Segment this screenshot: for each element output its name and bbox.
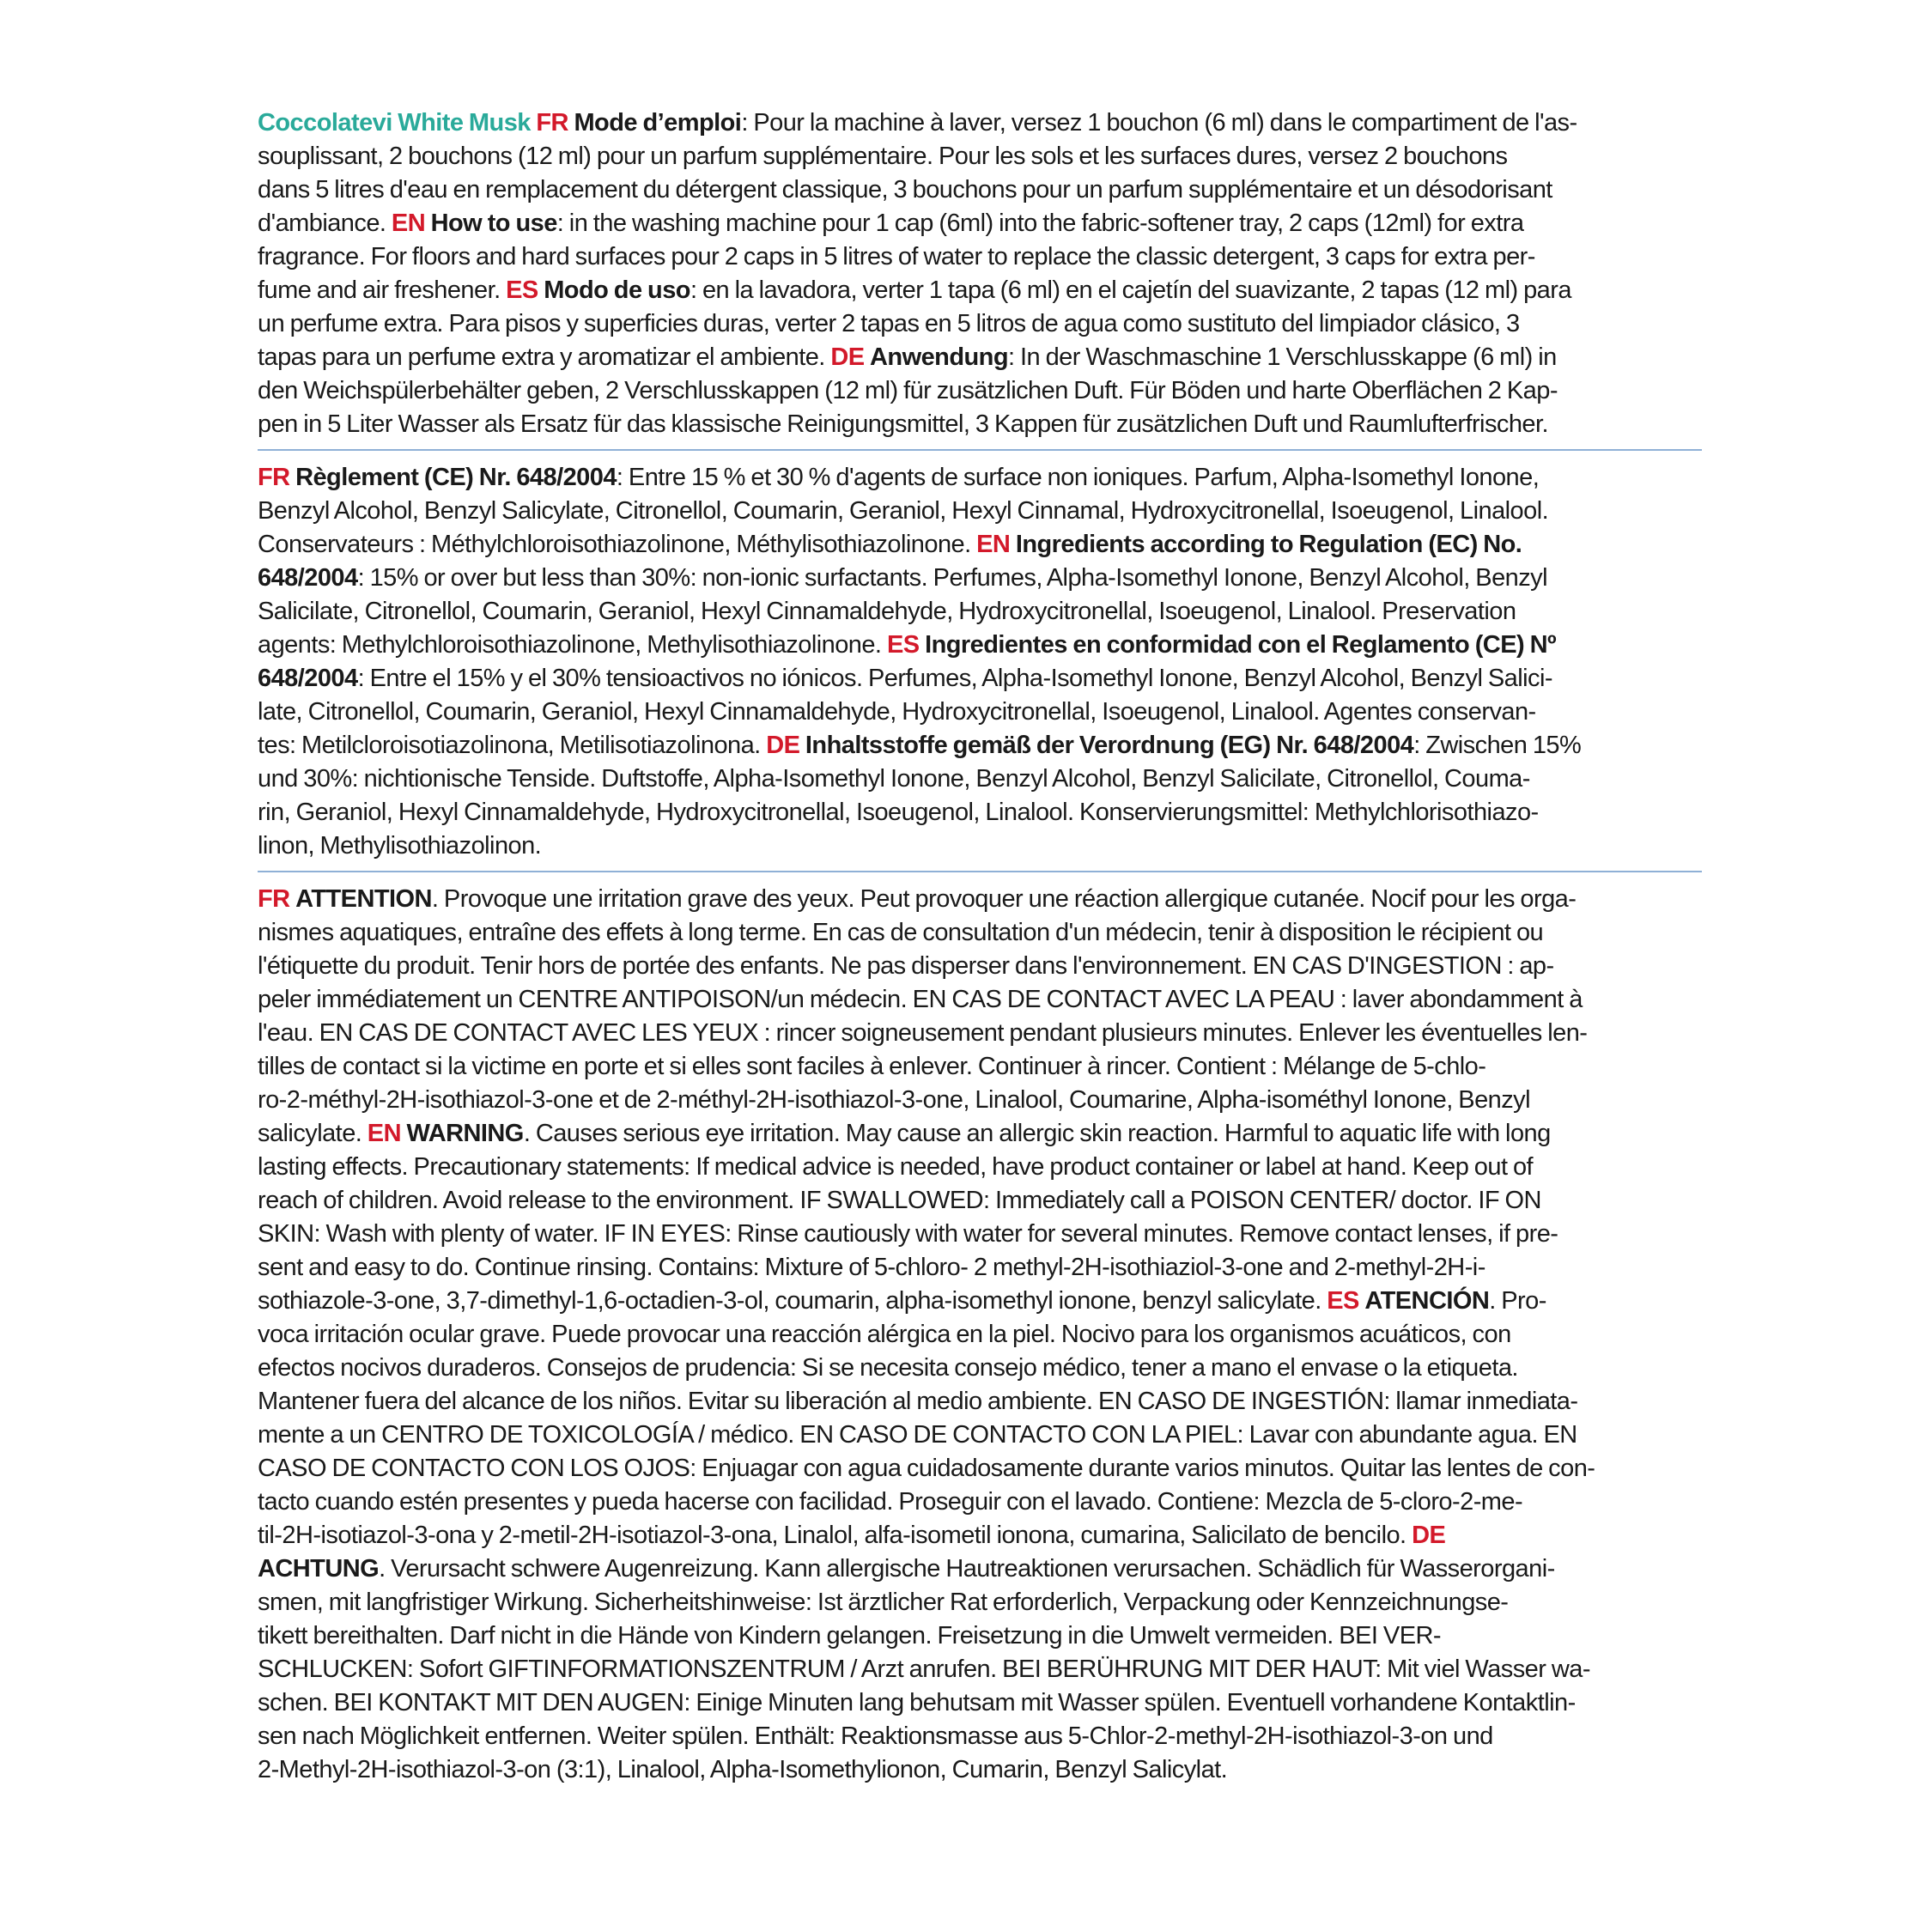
lang-code-de: DE — [1412, 1522, 1446, 1549]
lang-code-es: ES — [886, 631, 920, 659]
warning-text: salicylate. — [258, 1120, 368, 1147]
warning-text: til-2H-isotiazol-3-ona y 2-metil-2H-isotiazol-3-ona, Linalol, alfa-isometil ionona, cumarina, Salicilato de bencilo. — [258, 1522, 1413, 1549]
text-line — [258, 106, 1702, 140]
warning-heading-fr: ATTENTION — [295, 885, 432, 913]
warning-text: . Provoque une irritation grave des yeux. Peut provoquer une réaction allergique cutanée. Nocif pour les orga- — [431, 885, 1577, 913]
text-line — [258, 883, 1702, 916]
usage-heading-fr: Mode d’emploi — [574, 109, 742, 137]
lang-code-fr: FR — [536, 109, 568, 137]
usage-text: d'ambiance. — [258, 210, 392, 237]
lang-code-es: ES — [506, 276, 538, 304]
warning-text: sothiazole-3-one, 3,7-dimethyl-1,6-octadien-3-ol, coumarin, alpha-isomethyl ionone, benzyl salicylate. — [258, 1287, 1327, 1315]
text-line: den Weichspülerbehälter geben, 2 Verschlusskappen (12 ml) für zusätzlichen Duft. Für Böden und harte Oberflächen 2 Kap- — [258, 377, 1558, 404]
usage-heading-es: Modo de uso — [544, 276, 690, 304]
ingredients-text: : Zwischen 15% — [1413, 732, 1582, 759]
brand-name: Coccolatevi White Musk — [258, 109, 531, 137]
usage-text: : en la lavadora, verter 1 tapa (6 ml) en el cajetín del suavizante, 2 tapas (12 ml) para — [690, 276, 1571, 304]
lang-code-en: EN — [367, 1120, 401, 1147]
text-line: reach of children. Avoid release to the environment. IF SWALLOWED: Immediately call a POISON CENTER/ doctor. IF ON — [258, 1187, 1541, 1214]
text-line — [258, 528, 1702, 562]
text-line: efectos nocivos duraderos. Consejos de prudencia: Si se necesita consejo médico, tener a mano el envase o la etiqueta. — [258, 1354, 1518, 1382]
ingredients-text: : Entre el 15% y el 30% tensioactivos no iónicos. Perfumes, Alpha-Isomethyl Ionone, Benzyl Alcohol, Benzyl Salici- — [357, 665, 1552, 692]
text-line — [258, 1117, 1702, 1151]
lang-code-fr: FR — [258, 885, 290, 913]
usage-text: fume and air freshener. — [258, 276, 507, 304]
ingredients-text: tes: Metilcloroisotiazolinona, Metilisotiazolinona. — [258, 732, 767, 759]
lang-code-en: EN — [391, 210, 426, 237]
warning-heading-de: ACHTUNG — [258, 1555, 380, 1583]
text-line: un perfume extra. Para pisos y superficies duras, verter 2 tapas en 5 litros de agua como sustituto del limpiador clásico, 3 — [258, 310, 1520, 337]
text-line: voca irritación ocular grave. Puede provocar una reacción alérgica en la piel. Nocivo para los organismos acuáticos, con — [258, 1321, 1511, 1348]
warning-text: . Verursacht schwere Augenreizung. Kann allergische Hautreaktionen verursachen. Schädlich für Wasserorgani- — [379, 1555, 1555, 1583]
lang-code-de: DE — [830, 343, 865, 371]
text-line: linon, Methylisothiazolinon. — [258, 832, 542, 860]
text-line: SCHLUCKEN: Sofort GIFTINFORMATIONSZENTRUM / Arzt anrufen. BEI BERÜHRUNG MIT DER HAUT: Mit viel Wasser wa- — [258, 1656, 1590, 1683]
usage-heading-en: How to use — [430, 210, 557, 237]
ingredients-heading-fr: Règlement (CE) Nr. 648/2004 — [295, 464, 617, 491]
product-label-text — [258, 106, 1702, 1787]
text-line: schen. BEI KONTAKT MIT DEN AUGEN: Einige Minuten lang behutsam mit Wasser spülen. Eventuell vorhandene Kontaktlin- — [258, 1689, 1576, 1716]
text-line: ro-2-méthyl-2H-isothiazol-3-one et de 2-méthyl-2H-isothiazol-3-one, Linalool, Coumarine, Alpha-isométhyl Ionone, Benzyl — [258, 1086, 1531, 1114]
warning-heading-es: ATENCIÓN — [1364, 1287, 1490, 1315]
text-line: fragrance. For floors and hard surfaces pour 2 caps in 5 litres of water to replace the classic detergent, 3 caps for extra per- — [258, 243, 1535, 270]
text-line: Mantener fuera del alcance de los niños. Evitar su liberación al medio ambiente. EN CASO DE INGESTIÓN: llamar inmediata- — [258, 1388, 1578, 1415]
warning-heading-en: WARNING — [406, 1120, 524, 1147]
usage-text: : In der Waschmaschine 1 Verschlusskappe (6 ml) in — [1008, 343, 1557, 371]
ingredients-text: agents: Methylchloroisothiazolinone, Methylisothiazolinone. — [258, 631, 887, 659]
text-line: dans 5 litres d'eau en remplacement du détergent classique, 3 bouchons pour un parfum supplémentaire et un désodorisant — [258, 176, 1552, 204]
section-divider — [258, 449, 1702, 451]
ingredients-section — [258, 461, 1702, 863]
text-line: souplissant, 2 bouchons (12 ml) pour un parfum supplémentaire. Pour les sols et les surfaces dures, versez 2 bouchons — [258, 143, 1508, 170]
text-line — [258, 207, 1702, 240]
text-line: tikett bereithalten. Darf nicht in die Hände von Kindern gelangen. Freisetzung in die Umwelt vermeiden. BEI VER- — [258, 1622, 1441, 1649]
text-line: late, Citronellol, Coumarin, Geraniol, Hexyl Cinnamaldehyde, Hydroxycitronellal, Isoeugenol, Linalool. Agentes conservan- — [258, 698, 1536, 726]
text-line — [258, 461, 1702, 495]
lang-code-de: DE — [766, 732, 800, 759]
usage-section — [258, 106, 1702, 441]
text-line: Salicilate, Citronellol, Coumarin, Geraniol, Hexyl Cinnamaldehyde, Hydroxycitronellal, Isoeugenol, Linalool. Preservation — [258, 598, 1516, 625]
lang-code-es: ES — [1327, 1287, 1359, 1315]
ingredients-heading-en: Ingredients according to Regulation (EC) No. — [1015, 531, 1522, 558]
ingredients-text: Conservateurs : Méthylchloroisothiazolinone, Méthylisothiazolinone. — [258, 531, 977, 558]
text-line: CASO DE CONTACTO CON LOS OJOS: Enjuagar con agua cuidadosamente durante varios minutos. Quitar las lentes de con- — [258, 1455, 1595, 1482]
ingredients-text: : 15% or over but less than 30%: non-ionic surfactants. Perfumes, Alpha-Isomethyl Ionone, Benzyl Alcohol, Benzyl — [357, 564, 1548, 592]
warning-text: . Pro- — [1489, 1287, 1546, 1315]
section-divider — [258, 871, 1702, 872]
text-line: peler immédiatement un CENTRE ANTIPOISON/un médecin. EN CAS DE CONTACT AVEC LA PEAU : laver abondamment à — [258, 986, 1583, 1013]
usage-text: : in the washing machine pour 1 cap (6ml) into the fabric-softener tray, 2 caps (12ml) for extra — [556, 210, 1524, 237]
lang-code-en: EN — [976, 531, 1011, 558]
usage-text: : Pour la machine à laver, versez 1 bouchon (6 ml) dans le compartiment de l'as- — [741, 109, 1577, 137]
text-line: pen in 5 Liter Wasser als Ersatz für das klassische Reinigungsmittel, 3 Kappen für zusätzlichen Duft und Raumlufterfrischer. — [258, 410, 1549, 438]
text-line: tilles de contact si la victime en porte et si elles sont faciles à enlever. Continuer à rincer. Contient : Mélange de 5-chlo- — [258, 1053, 1486, 1080]
text-line: rin, Geraniol, Hexyl Cinnamaldehyde, Hydroxycitronellal, Isoeugenol, Linalool. Konservierungsmittel: Methylchlorisothiazo- — [258, 799, 1539, 826]
text-line: l'eau. EN CAS DE CONTACT AVEC LES YEUX : rincer soigneusement pendant plusieurs minutes. Enlever les éventuelles len- — [258, 1019, 1588, 1047]
text-line: SKIN: Wash with plenty of water. IF IN EYES: Rinse cautiously with water for several minutes. Remove contact lenses, if pre- — [258, 1220, 1558, 1248]
text-line: sent and easy to do. Continue rinsing. Contains: Mixture of 5-chloro- 2 methyl-2H-isothiaziol-3-one and 2-methyl-2H-i- — [258, 1254, 1485, 1281]
text-line: mente a un CENTRO DE TOXICOLOGÍA / médico. EN CASO DE CONTACTO CON LA PIEL: Lavar con abundante agua. EN — [258, 1421, 1577, 1449]
ingredients-heading-en-cont: 648/2004 — [258, 564, 358, 592]
text-line — [258, 562, 1702, 595]
text-line: Benzyl Alcohol, Benzyl Salicylate, Citronellol, Coumarin, Geraniol, Hexyl Cinnamal, Hydroxycitronellal, Isoeugenol, Linalool. — [258, 497, 1549, 525]
text-line: lasting effects. Precautionary statements: If medical advice is needed, have product container or label at hand. Keep out of — [258, 1153, 1534, 1181]
text-line — [258, 629, 1702, 662]
text-line: l'étiquette du produit. Tenir hors de portée des enfants. Ne pas disperser dans l'environnement. EN CAS D'INGESTION : ap- — [258, 952, 1554, 980]
text-line: tacto cuando estén presentes y pueda hacerse con facilidad. Proseguir con el lavado. Contiene: Mezcla de 5-cloro-2-me- — [258, 1488, 1523, 1516]
lang-code-fr: FR — [258, 464, 290, 491]
text-line: sen nach Möglichkeit entfernen. Weiter spülen. Enthält: Reaktionsmasse aus 5-Chlor-2-methyl-2H-isothiazol-3-on und — [258, 1722, 1493, 1750]
text-line: smen, mit langfristiger Wirkung. Sicherheitshinweise: Ist ärztlicher Rat erforderlich, Verpackung oder Kennzeichnungse- — [258, 1589, 1509, 1616]
warnings-section — [258, 883, 1702, 1787]
ingredients-text: : Entre 15 % et 30 % d'agents de surface non ioniques. Parfum, Alpha-Isomethyl Ionone, — [616, 464, 1540, 491]
text-line — [258, 341, 1702, 374]
text-line — [258, 1519, 1702, 1552]
usage-heading-de: Anwendung — [870, 343, 1008, 371]
text-line: 2-Methyl-2H-isothiazol-3-on (3:1), Linalool, Alpha-Isomethylionon, Cumarin, Benzyl Salicylat. — [258, 1756, 1228, 1783]
usage-text: tapas para un perfume extra y aromatizar el ambiente. — [258, 343, 831, 371]
text-line: nismes aquatiques, entraîne des effets à long terme. En cas de consultation d'un médecin, tenir à disposition le récipient ou — [258, 919, 1544, 946]
text-line: und 30%: nichtionische Tenside. Duftstoffe, Alpha-Isomethyl Ionone, Benzyl Alcohol, Benzyl Salicilate, Citronellol, Couma- — [258, 765, 1530, 793]
text-line — [258, 274, 1702, 307]
text-line — [258, 662, 1702, 696]
text-line — [258, 1285, 1702, 1318]
text-line — [258, 1552, 1702, 1586]
ingredients-heading-es: Ingredientes en conformidad con el Reglamento (CE) Nº — [925, 631, 1557, 659]
ingredients-heading-es-cont: 648/2004 — [258, 665, 358, 692]
text-line — [258, 729, 1702, 762]
warning-text: . Causes serious eye irritation. May cause an allergic skin reaction. Harmful to aquatic life with long — [523, 1120, 1551, 1147]
ingredients-heading-de: Inhaltsstoffe gemäß der Verordnung (EG) Nr. 648/2004 — [805, 732, 1414, 759]
